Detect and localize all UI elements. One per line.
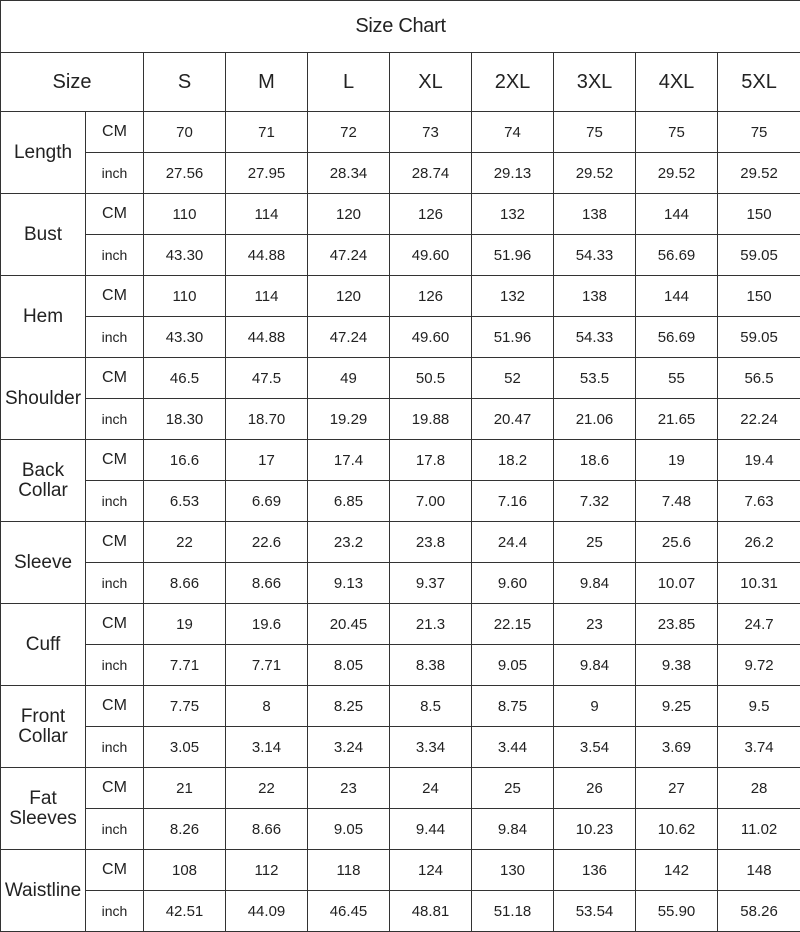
measurement-value: 47.24 — [308, 235, 390, 276]
measurement-value: 7.71 — [144, 645, 226, 686]
measurement-value: 58.26 — [718, 891, 800, 932]
measurement-value: 8.75 — [472, 686, 554, 727]
measurement-value: 28 — [718, 768, 800, 809]
measurement-value: 21.3 — [390, 604, 472, 645]
measurement-value: 8.05 — [308, 645, 390, 686]
measurement-value: 110 — [144, 276, 226, 317]
measurement-value: 46.5 — [144, 358, 226, 399]
measurement-value: 70 — [144, 112, 226, 153]
measurement-row-cm — [1, 194, 800, 235]
measurement-value: 9.05 — [472, 645, 554, 686]
measurement-value: 120 — [308, 194, 390, 235]
measurement-value: 71 — [226, 112, 308, 153]
measurement-value: 16.6 — [144, 440, 226, 481]
unit-label: inch — [86, 563, 144, 604]
measurement-value: 144 — [636, 276, 718, 317]
measurement-name: Sleeve — [1, 522, 86, 604]
measurement-value: 19 — [636, 440, 718, 481]
measurement-value: 108 — [144, 850, 226, 891]
measurement-value: 49.60 — [390, 317, 472, 358]
measurement-value: 148 — [718, 850, 800, 891]
measurement-name: Bust — [1, 194, 86, 276]
measurement-value: 3.14 — [226, 727, 308, 768]
unit-label: inch — [86, 891, 144, 932]
measurement-value: 52 — [472, 358, 554, 399]
measurement-value: 10.07 — [636, 563, 718, 604]
measurement-value: 25 — [472, 768, 554, 809]
unit-label: CM — [86, 440, 144, 481]
measurement-value: 21.65 — [636, 399, 718, 440]
measurement-value: 19.4 — [718, 440, 800, 481]
measurement-value: 11.02 — [718, 809, 800, 850]
measurement-value: 29.52 — [636, 153, 718, 194]
measurement-value: 9.84 — [472, 809, 554, 850]
measurement-value: 9.84 — [554, 645, 636, 686]
measurement-name: Waistline — [1, 850, 86, 932]
measurement-value: 47.5 — [226, 358, 308, 399]
measurement-value: 8.38 — [390, 645, 472, 686]
measurement-row-cm — [1, 112, 800, 153]
measurement-value: 21 — [144, 768, 226, 809]
unit-label: inch — [86, 809, 144, 850]
measurement-value: 3.44 — [472, 727, 554, 768]
measurement-value: 43.30 — [144, 235, 226, 276]
measurement-value: 9.13 — [308, 563, 390, 604]
measurement-value: 9.5 — [718, 686, 800, 727]
measurement-value: 142 — [636, 850, 718, 891]
measurement-value: 19.88 — [390, 399, 472, 440]
measurement-name: Back Collar — [1, 440, 86, 522]
measurement-value: 25.6 — [636, 522, 718, 563]
measurement-value: 6.53 — [144, 481, 226, 522]
measurement-value: 9.84 — [554, 563, 636, 604]
measurement-value: 72 — [308, 112, 390, 153]
measurement-value: 130 — [472, 850, 554, 891]
measurement-value: 27.56 — [144, 153, 226, 194]
measurement-value: 150 — [718, 194, 800, 235]
measurement-value: 55.90 — [636, 891, 718, 932]
measurement-value: 17.8 — [390, 440, 472, 481]
measurement-value: 22 — [144, 522, 226, 563]
unit-label: CM — [86, 522, 144, 563]
measurement-value: 17 — [226, 440, 308, 481]
measurement-row-cm — [1, 522, 800, 563]
measurement-value: 26 — [554, 768, 636, 809]
measurement-value: 53.5 — [554, 358, 636, 399]
measurement-value: 7.48 — [636, 481, 718, 522]
unit-label: CM — [86, 194, 144, 235]
measurement-value: 118 — [308, 850, 390, 891]
measurement-value: 53.54 — [554, 891, 636, 932]
size-column-header: 2XL — [472, 53, 554, 112]
measurement-value: 9.38 — [636, 645, 718, 686]
measurement-value: 150 — [718, 276, 800, 317]
unit-label: inch — [86, 153, 144, 194]
unit-label: CM — [86, 358, 144, 399]
measurement-name: Hem — [1, 276, 86, 358]
measurement-value: 7.71 — [226, 645, 308, 686]
measurement-value: 48.81 — [390, 891, 472, 932]
measurement-row-cm — [1, 850, 800, 891]
measurement-row-cm — [1, 686, 800, 727]
measurement-row-inch — [1, 399, 800, 440]
measurement-value: 3.54 — [554, 727, 636, 768]
measurement-value: 54.33 — [554, 317, 636, 358]
measurement-value: 28.74 — [390, 153, 472, 194]
measurement-value: 51.96 — [472, 235, 554, 276]
measurement-value: 17.4 — [308, 440, 390, 481]
measurement-value: 8.66 — [226, 563, 308, 604]
measurement-value: 51.96 — [472, 317, 554, 358]
size-column-header: 3XL — [554, 53, 636, 112]
measurement-value: 7.16 — [472, 481, 554, 522]
measurement-value: 8.66 — [226, 809, 308, 850]
measurement-value: 19 — [144, 604, 226, 645]
measurement-value: 20.45 — [308, 604, 390, 645]
unit-label: inch — [86, 399, 144, 440]
measurement-value: 136 — [554, 850, 636, 891]
measurement-row-inch — [1, 891, 800, 932]
measurement-value: 56.69 — [636, 317, 718, 358]
unit-label: CM — [86, 112, 144, 153]
measurement-value: 3.74 — [718, 727, 800, 768]
measurement-value: 51.18 — [472, 891, 554, 932]
measurement-value: 43.30 — [144, 317, 226, 358]
size-column-header: L — [308, 53, 390, 112]
measurement-value: 132 — [472, 194, 554, 235]
measurement-value: 25 — [554, 522, 636, 563]
measurement-value: 138 — [554, 194, 636, 235]
measurement-value: 44.88 — [226, 317, 308, 358]
measurement-value: 22.6 — [226, 522, 308, 563]
measurement-value: 22.24 — [718, 399, 800, 440]
measurement-value: 18.70 — [226, 399, 308, 440]
unit-label: CM — [86, 686, 144, 727]
measurement-row-inch — [1, 727, 800, 768]
measurement-value: 124 — [390, 850, 472, 891]
measurement-value: 3.34 — [390, 727, 472, 768]
measurement-value: 120 — [308, 276, 390, 317]
size-column-header: XL — [390, 53, 472, 112]
measurement-row-inch — [1, 645, 800, 686]
measurement-value: 42.51 — [144, 891, 226, 932]
measurement-value: 50.5 — [390, 358, 472, 399]
measurement-value: 126 — [390, 194, 472, 235]
measurement-name: Front Collar — [1, 686, 86, 768]
measurement-value: 23 — [308, 768, 390, 809]
measurement-value: 18.2 — [472, 440, 554, 481]
measurement-value: 74 — [472, 112, 554, 153]
unit-label: CM — [86, 768, 144, 809]
measurement-row-inch — [1, 317, 800, 358]
measurement-value: 47.24 — [308, 317, 390, 358]
unit-label: inch — [86, 235, 144, 276]
measurement-value: 75 — [554, 112, 636, 153]
measurement-value: 8.5 — [390, 686, 472, 727]
measurement-value: 7.75 — [144, 686, 226, 727]
measurement-value: 8.26 — [144, 809, 226, 850]
measurement-value: 7.63 — [718, 481, 800, 522]
measurement-value: 10.31 — [718, 563, 800, 604]
measurement-value: 23.85 — [636, 604, 718, 645]
measurement-value: 23 — [554, 604, 636, 645]
measurement-value: 44.09 — [226, 891, 308, 932]
measurement-value: 46.45 — [308, 891, 390, 932]
measurement-value: 110 — [144, 194, 226, 235]
measurement-value: 10.23 — [554, 809, 636, 850]
measurement-value: 75 — [636, 112, 718, 153]
measurement-value: 26.2 — [718, 522, 800, 563]
measurement-row-cm — [1, 358, 800, 399]
measurement-value: 29.52 — [718, 153, 800, 194]
measurement-value: 75 — [718, 112, 800, 153]
measurement-value: 20.47 — [472, 399, 554, 440]
measurement-value: 19.6 — [226, 604, 308, 645]
measurement-name: Shoulder — [1, 358, 86, 440]
measurement-value: 59.05 — [718, 317, 800, 358]
size-column-header: 4XL — [636, 53, 718, 112]
size-column-header: M — [226, 53, 308, 112]
measurement-value: 24.7 — [718, 604, 800, 645]
measurement-value: 44.88 — [226, 235, 308, 276]
measurement-value: 7.32 — [554, 481, 636, 522]
measurement-row-inch — [1, 809, 800, 850]
unit-label: inch — [86, 645, 144, 686]
unit-label: CM — [86, 850, 144, 891]
measurement-value: 3.24 — [308, 727, 390, 768]
measurement-value: 8.66 — [144, 563, 226, 604]
size-header-row — [1, 53, 800, 112]
measurement-name: Cuff — [1, 604, 86, 686]
unit-label: CM — [86, 604, 144, 645]
measurement-value: 27.95 — [226, 153, 308, 194]
measurement-value: 144 — [636, 194, 718, 235]
measurement-name: Fat Sleeves — [1, 768, 86, 850]
measurement-value: 3.05 — [144, 727, 226, 768]
measurement-value: 138 — [554, 276, 636, 317]
measurement-value: 24 — [390, 768, 472, 809]
measurement-value: 18.30 — [144, 399, 226, 440]
unit-label: inch — [86, 727, 144, 768]
measurement-value: 18.6 — [554, 440, 636, 481]
measurement-value: 9 — [554, 686, 636, 727]
measurement-value: 55 — [636, 358, 718, 399]
measurement-value: 9.05 — [308, 809, 390, 850]
unit-label: inch — [86, 481, 144, 522]
measurement-value: 114 — [226, 276, 308, 317]
measurement-row-inch — [1, 235, 800, 276]
measurement-value: 8 — [226, 686, 308, 727]
measurement-value: 6.85 — [308, 481, 390, 522]
measurement-value: 114 — [226, 194, 308, 235]
measurement-value: 9.37 — [390, 563, 472, 604]
measurement-name: Length — [1, 112, 86, 194]
measurement-value: 23.8 — [390, 522, 472, 563]
measurement-value: 54.33 — [554, 235, 636, 276]
chart-title: Size Chart — [1, 1, 800, 53]
measurement-row-inch — [1, 563, 800, 604]
measurement-value: 8.25 — [308, 686, 390, 727]
unit-label: CM — [86, 276, 144, 317]
measurement-value: 22 — [226, 768, 308, 809]
measurement-row-cm — [1, 440, 800, 481]
measurement-value: 23.2 — [308, 522, 390, 563]
measurement-value: 59.05 — [718, 235, 800, 276]
measurement-value: 24.4 — [472, 522, 554, 563]
size-column-header: S — [144, 53, 226, 112]
measurement-row-inch — [1, 153, 800, 194]
measurement-row-cm — [1, 276, 800, 317]
size-header-label: Size — [1, 53, 144, 112]
measurement-value: 3.69 — [636, 727, 718, 768]
measurement-value: 21.06 — [554, 399, 636, 440]
unit-label: inch — [86, 317, 144, 358]
measurement-value: 56.69 — [636, 235, 718, 276]
measurement-value: 49.60 — [390, 235, 472, 276]
measurement-value: 56.5 — [718, 358, 800, 399]
measurement-value: 126 — [390, 276, 472, 317]
measurement-value: 28.34 — [308, 153, 390, 194]
measurement-value: 9.72 — [718, 645, 800, 686]
measurement-value: 9.25 — [636, 686, 718, 727]
measurement-row-inch — [1, 481, 800, 522]
measurement-row-cm — [1, 604, 800, 645]
measurement-row-cm — [1, 768, 800, 809]
measurement-value: 6.69 — [226, 481, 308, 522]
measurement-value: 73 — [390, 112, 472, 153]
measurement-value: 29.52 — [554, 153, 636, 194]
measurement-value: 27 — [636, 768, 718, 809]
measurement-value: 9.44 — [390, 809, 472, 850]
measurement-value: 19.29 — [308, 399, 390, 440]
measurement-value: 9.60 — [472, 563, 554, 604]
measurement-value: 112 — [226, 850, 308, 891]
measurement-value: 7.00 — [390, 481, 472, 522]
size-chart-body — [1, 112, 800, 932]
size-column-header: 5XL — [718, 53, 800, 112]
measurement-value: 132 — [472, 276, 554, 317]
measurement-value: 10.62 — [636, 809, 718, 850]
measurement-value: 49 — [308, 358, 390, 399]
measurement-value: 29.13 — [472, 153, 554, 194]
measurement-value: 22.15 — [472, 604, 554, 645]
